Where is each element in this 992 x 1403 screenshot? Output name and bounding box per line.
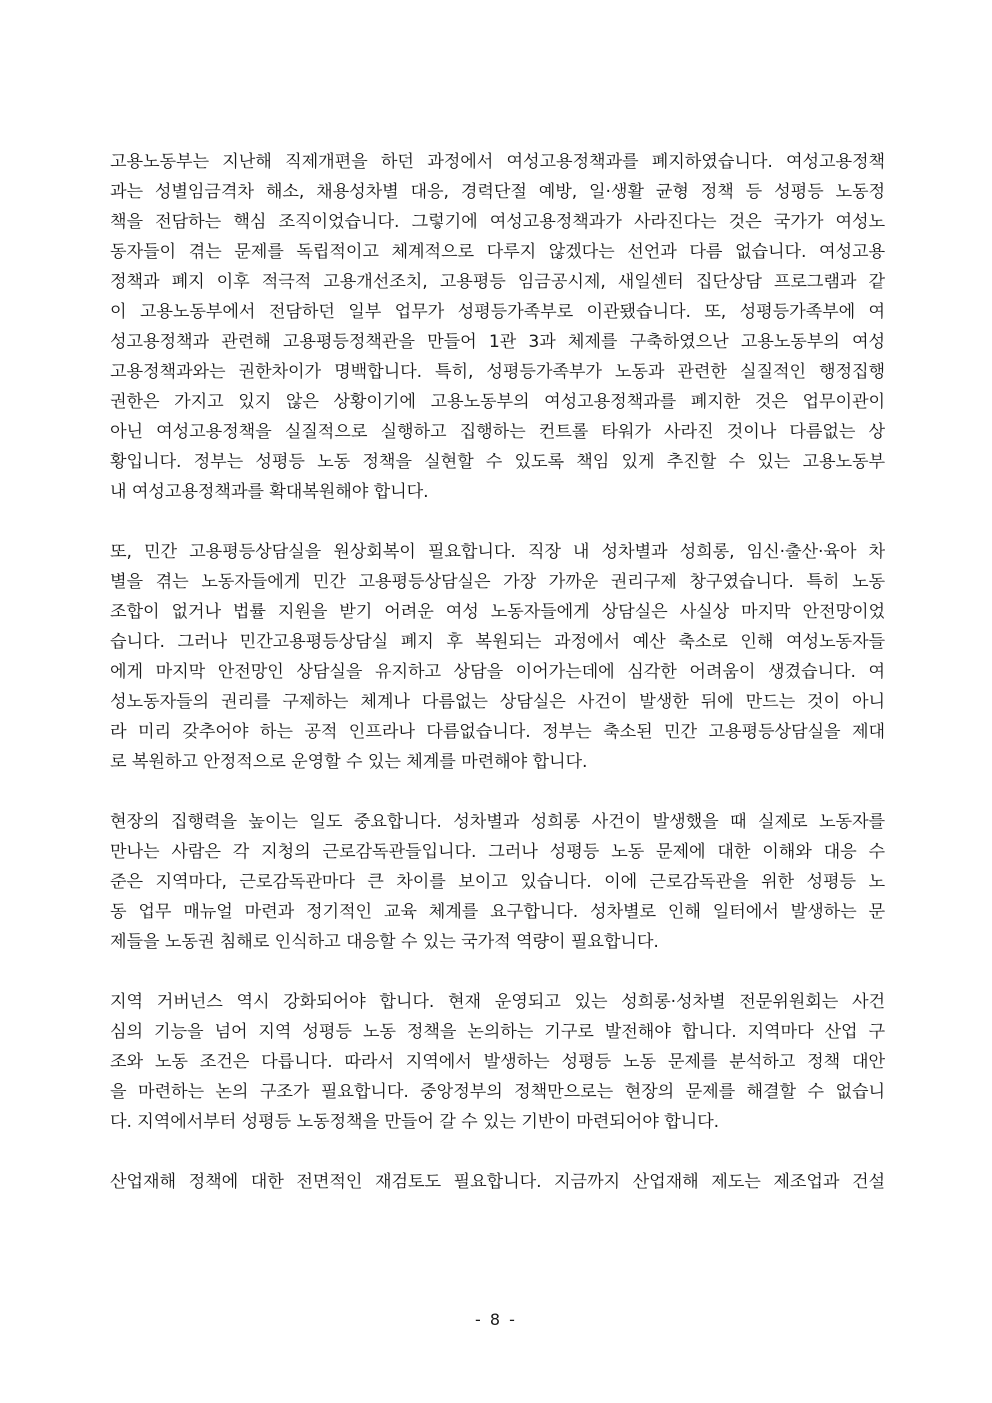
text-line: 성노동자들의 권리를 구제하는 체계나 다름없는 상담실은 사건이 발생한 뒤에 만드는 것이 아니: [110, 692, 885, 712]
text-line: 습니다. 그러나 민간고용평등상담실 폐지 후 복원되는 과정에서 예산 축소로 인해 여성노동자들: [110, 632, 885, 652]
text-line: 별을 겪는 노동자들에게 민간 고용평등상담실은 가장 가까운 권리구제 창구였습니다. 특히 노동: [110, 572, 885, 592]
text-line: 내 여성고용정책과를 확대복원해야 합니다.: [110, 482, 429, 502]
text-line: 고용정책과와는 권한차이가 명백합니다. 특히, 성평등가족부가 노동과 관련한 실질적인 행정집행: [110, 362, 885, 382]
paragraph-counseling-centers: [110, 537, 885, 777]
text-line: 제들을 노동권 침해로 인식하고 대응할 수 있는 국가적 역량이 필요합니다.: [110, 932, 659, 952]
text-line: 또, 민간 고용평등상담실을 원상회복이 필요합니다. 직장 내 성차별과 성희롱, 임신·출산·육아 차: [110, 542, 885, 562]
text-line: 심의 기능을 넘어 지역 성평등 노동 정책을 논의하는 기구로 발전해야 합니다. 지역마다 산업 구: [110, 1022, 885, 1042]
text-line: 조와 노동 조건은 다릅니다. 따라서 지역에서 발생하는 성평등 노동 문제를 분석하고 정책 대안: [110, 1052, 885, 1072]
text-line: 에게 마지막 안전망인 상담실을 유지하고 상담을 이어가는데에 심각한 어려움이 생겼습니다. 여: [110, 662, 885, 682]
text-line: 을 마련하는 논의 구조가 필요합니다. 중앙정부의 정책만으로는 현장의 문제를 해결할 수 없습니: [110, 1082, 885, 1102]
text-line: 라 미리 갖추어야 하는 공적 인프라나 다름없습니다. 정부는 축소된 민간 고용평등상담실을 제대: [110, 722, 885, 742]
text-line: 과는 성별임금격차 해소, 채용성차별 대응, 경력단절 예방, 일·생활 균형 정책 등 성평등 노동정: [110, 182, 885, 202]
paragraph-women-employment-division: [110, 147, 885, 507]
text-line: 동자들이 겪는 문제를 독립적이고 체계적으로 다루지 않겠다는 선언과 다름 없습니다. 여성고용: [110, 242, 885, 262]
paragraph-industrial-accident: [110, 1167, 885, 1197]
text-line: 이 고용노동부에서 전담하던 일부 업무가 성평등가족부로 이관됐습니다. 또, 성평등가족부에 여: [110, 302, 885, 322]
text-line: 조합이 없거나 법률 지원을 받기 어려운 여성 노동자들에게 상담실은 사실상 마지막 안전망이었: [110, 602, 885, 622]
text-line: 고용노동부는 지난해 직제개편을 하던 과정에서 여성고용정책과를 폐지하였습니다. 여성고용정책: [110, 152, 885, 172]
text-line: 책을 전담하는 핵심 조직이었습니다. 그렇기에 여성고용정책과가 사라진다는 것은 국가가 여성노: [110, 212, 885, 232]
paragraph-field-enforcement: [110, 807, 885, 957]
document-body: [110, 147, 885, 1227]
text-line: 정책과 폐지 이후 적극적 고용개선조치, 고용평등 임금공시제, 새일센터 집단상담 프로그램과 같: [110, 272, 885, 292]
text-line: 준은 지역마다, 근로감독관마다 큰 차이를 보이고 있습니다. 이에 근로감독관을 위한 성평등 노: [110, 872, 885, 892]
text-line: 로 복원하고 안정적으로 운영할 수 있는 체계를 마련해야 합니다.: [110, 752, 588, 772]
text-line: 만나는 사람은 각 지청의 근로감독관들입니다. 그러나 성평등 노동 문제에 대한 이해와 대응 수: [110, 842, 885, 862]
text-line: 황입니다. 정부는 성평등 노동 정책을 실현할 수 있도록 책임 있게 추진할 수 있는 고용노동부: [110, 452, 885, 472]
text-line: 권한은 가지고 있지 않은 상황이기에 고용노동부의 여성고용정책과를 폐지한 것은 업무이관이: [110, 392, 885, 412]
text-line: 다. 지역에서부터 성평등 노동정책을 만들어 갈 수 있는 기반이 마련되어야 합니다.: [110, 1112, 719, 1132]
text-line: 지역 거버넌스 역시 강화되어야 합니다. 현재 운영되고 있는 성희롱·성차별 전문위원회는 사건: [110, 992, 885, 1012]
text-line: 현장의 집행력을 높이는 일도 중요합니다. 성차별과 성희롱 사건이 발생했을 때 실제로 노동자를: [110, 812, 885, 832]
page-number: - 8 -: [475, 1310, 517, 1329]
text-line: 동 업무 매뉴얼 마련과 정기적인 교육 체계를 요구합니다. 성차별로 인해 일터에서 발생하는 문: [110, 902, 885, 922]
text-line: 아닌 여성고용정책을 실질적으로 실행하고 집행하는 컨트롤 타워가 사라진 것이나 다름없는 상: [110, 422, 885, 442]
text-line: 성고용정책과 관련해 고용평등정책관을 만들어 1관 3과 체제를 구축하였으난 고용노동부의 여성: [110, 332, 885, 352]
text-line: 산업재해 정책에 대한 전면적인 재검토도 필요합니다. 지금까지 산업재해 제도는 제조업과 건설: [110, 1172, 885, 1192]
paragraph-regional-governance: [110, 987, 885, 1137]
